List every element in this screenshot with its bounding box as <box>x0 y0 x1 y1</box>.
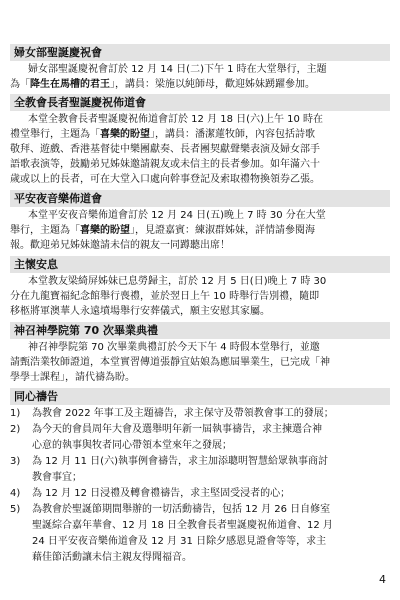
paragraph-line: 請甄浩業牧師證道，本堂實習傳道張靜宜姑娘為應屆畢業生，已完成「神 <box>10 357 330 368</box>
paragraph-line: 禮堂舉行，主題為「喜樂的盼望」，講員：潘潔蓮牧師，內容包括詩歌 <box>10 129 315 140</box>
paragraph-line: 神召神學院第 70 次畢業典禮訂於今天下午 4 時假本堂舉行，並邀 <box>28 342 320 353</box>
prayer-item-text: 聖誕綜合嘉年華會、12 月 18 日全教會長者聖誕慶祝佈道會、12 月 <box>32 520 333 531</box>
prayer-item-text: 為教會 2022 年事工及主題禱告，求主保守及帶領教會事工的發展； <box>32 408 334 419</box>
paragraph-line: 婦女部聖誕慶祝會訂於 12 月 14 日(二)下午 1 時在大堂舉行，主題 <box>28 64 327 75</box>
paragraph-line: 學學士課程」，請代禱為盼。 <box>10 372 135 383</box>
prayer-item-line <box>10 487 390 501</box>
section-header-graduation: 神召神學院第 70 次畢業典禮 <box>10 322 390 339</box>
paragraph-line: 為「降生在馬槽的君王」，講員：梁施以純師母，歡迎姊妹踴躍參加。 <box>10 79 315 90</box>
prayer-item-line <box>10 471 390 485</box>
prayer-item-line <box>10 423 390 437</box>
paragraph-line: 本堂全教會長者聖誕慶祝佈道會訂於 12 月 18 日(六)上午 10 時在 <box>28 114 324 125</box>
prayer-item-number: 2) <box>10 424 21 435</box>
prayer-item-text: 24 日平安夜音樂佈道會及 12 月 31 日除夕感恩見證會等等，求主 <box>32 536 327 547</box>
paragraph-line: 本堂教友梁綺屏姊妹已息勞歸主，訂於 12 月 5 日(日)晚上 7 時 30 <box>28 276 327 287</box>
paragraph-line: 敬拜、遊戲、香港基督徒中樂團獻奏、長者團契獻聲樂表演及婦女部手 <box>10 144 320 155</box>
page-number: 4 <box>379 573 386 586</box>
paragraph-line: 語歌表演等，鼓勵弟兄姊妹邀請親友或未信主的長者參加。如年滿六十 <box>10 159 320 170</box>
paragraph-line: 報。歡迎弟兄姊妹邀請未信的親友一同蹲聽出席！ <box>10 240 230 251</box>
prayer-item-text: 為 12 月 12 日浸禮及轉會禮禱告，求主堅固受浸者的心； <box>32 488 291 499</box>
section-header-christmas-eve: 平安夜音樂佈道會 <box>10 190 390 207</box>
section-header-prayer: 同心禱告 <box>10 388 390 405</box>
prayer-item-text: 為 12 月 11 日(六)執事例會禱告，求主加添聰明智慧給眾執事商討 <box>32 456 328 467</box>
prayer-item-number: 4) <box>10 488 21 499</box>
prayer-item-line <box>10 535 390 549</box>
prayer-item-line <box>10 455 390 469</box>
prayer-item-line <box>10 503 390 517</box>
prayer-item-number: 1) <box>10 408 21 419</box>
prayer-item-line <box>10 551 390 565</box>
section-header-obituary: 主懷安息 <box>10 256 390 273</box>
prayer-item-text: 為今天的會員周年大會及選舉明年新一屆執事禱告，求主揀選合神 <box>32 424 322 435</box>
prayer-item-number: 3) <box>10 456 21 467</box>
theme-title: 喜樂的盼望 <box>100 129 150 140</box>
prayer-item-text: 為教會於聖誕節期間舉辦的一切活動禱告，包括 12 月 26 日自修室 <box>32 504 331 515</box>
section-header-elderly-christmas: 全教會長者聖誕慶祝佈道會 <box>10 94 390 111</box>
prayer-item-text: 心意的執事與牧者同心帶領本堂來年之發展； <box>32 440 232 451</box>
prayer-item-text: 藉佳節活動讓未信主親友得聞福音。 <box>32 552 192 563</box>
theme-title: 降生在馬槽的君王 <box>30 79 110 90</box>
paragraph-line: 本堂平安夜音樂佈道會訂於 12 月 24 日(五)晚上 7 時 30 分在大堂 <box>28 210 326 221</box>
prayer-item-line <box>10 439 390 453</box>
prayer-item-number: 5) <box>10 504 21 515</box>
paragraph-line: 分在九龍寶福紀念館舉行喪禮，並於翌日上午 10 時舉行告別禮，隨即 <box>10 291 320 302</box>
paragraph-line: 移柩將軍澳華人永遠墳場舉行安葬儀式，願主安慰其家屬。 <box>10 306 270 317</box>
section-header-womens-christmas: 婦女部聖誕慶祝會 <box>10 44 390 61</box>
paragraph-line: 舉行，主題為「喜樂的盼望」，見證嘉賓：練淑群姊妹，詳情請參閱海 <box>10 225 315 236</box>
theme-title: 喜樂的盼望 <box>80 225 130 236</box>
prayer-item-line <box>10 407 390 421</box>
prayer-item-text: 教會事宜； <box>32 472 82 483</box>
paragraph-line: 歲或以上的長者，可在大堂入口處向幹事登記及索取禮物換領券乙張。 <box>10 174 320 185</box>
prayer-item-line <box>10 519 390 533</box>
